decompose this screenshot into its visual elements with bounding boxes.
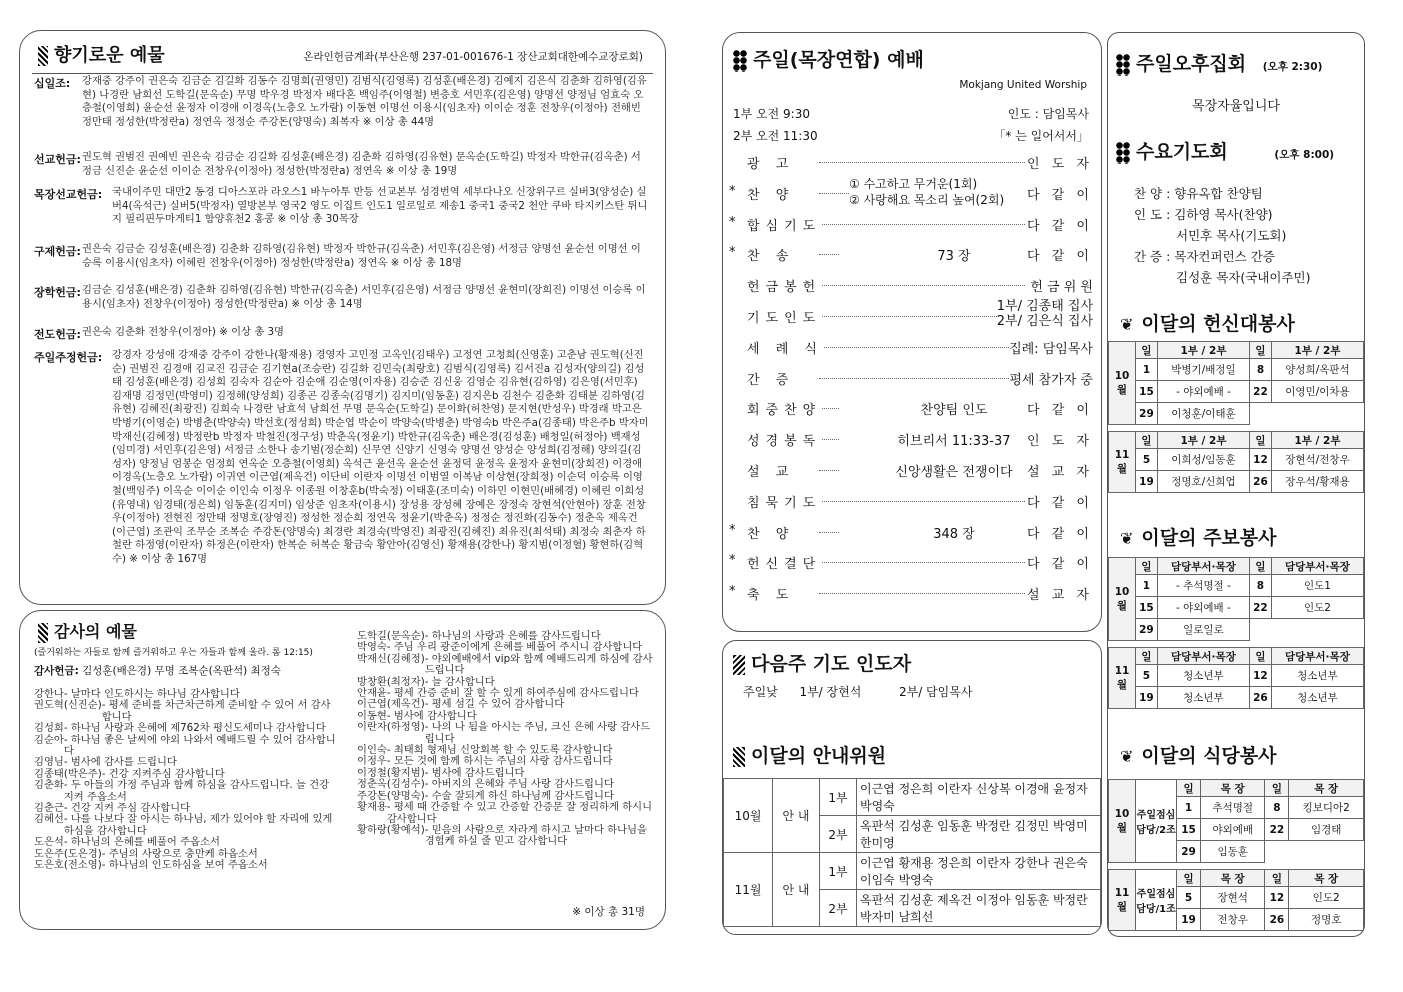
thanks-entry	[357, 654, 657, 677]
order-item	[729, 578, 1095, 608]
order-item	[729, 239, 1095, 269]
header-cell: 일	[1249, 432, 1271, 449]
cell: 1	[1136, 575, 1158, 597]
offerings-title: 향기로운 예물	[38, 41, 165, 67]
worship-leader: 인도 : 담임목사	[1007, 107, 1089, 121]
month-cell: 10 월	[1109, 780, 1136, 863]
thanks-name: 황재용	[357, 801, 387, 814]
order-person: 1부/ 김종태 집사 2부/ 김은식 집사	[996, 299, 1093, 329]
offering-names: 강재중 강주이 권은숙 김금순 김길화 김동수 김명희(권영민) 김범식(김영록) 김성훈(배은경) 김예지 김은식 김춘화 김하영(김유현) 나경란 남희선 도학길(문옥순) 무명 박우경 박정자 배다혼 백임주(이영철) 변층호 서민후(김은영) 양명선 양정님 엄효숙 오층철(이영희) 윤순선 윤정자 이경애 이경옥(노층오 노가람) 이동현 이명선 이용시(임초자) 이이순 정훈 전창우(이정아) 전해빈 정만태 정성한(박정란a) 정연옥 정정순 주강돈(양명숙) 최복자 ※ 이상 총 44명	[82, 75, 647, 128]
order-person: 다 같 이	[1027, 184, 1093, 203]
order-person: 다 같 이	[1027, 245, 1093, 264]
offering-names: 김금순 김성훈(배은경) 김춘화 김하영(김유현) 박한규(김옥춘) 서민후(김은영) 서정금 양명선 윤현미(장희진) 이명선 이승록 이용시(임초자) 전창우(이정아) 정성한(박정란a) ※ 이상 총 14명	[82, 284, 646, 310]
bulletin-grid	[1108, 557, 1364, 709]
thanks-total: ※ 이상 총 31명	[572, 906, 645, 918]
thanks-message: - 평세 때 간증할 수 있고 간증할 간증문 잘 정리하게 하시니 감사합니다	[386, 801, 653, 825]
thanks-name: 김춘화	[34, 779, 64, 792]
header-cell: 담당부서·목장	[1271, 558, 1363, 575]
thanks-entry	[357, 722, 657, 745]
cell	[1271, 403, 1363, 425]
thanks-name: 이인숙	[357, 744, 387, 757]
prayer-line: 주일낮 1부/ 장현석 2부/ 담임목사	[743, 685, 973, 699]
order-person: 헌 금 위 원	[1030, 276, 1093, 295]
thanks-message: - 하나님의 인도하심을 보여 주옵소서	[101, 859, 268, 872]
thanks-message: - 나를 나보다 잘 아시는 하나님, 제가 있어야 할 자리에 있게 하심을 감사합니다	[63, 813, 333, 837]
thanks-name: 황하랑(황예석)	[357, 823, 425, 836]
cell: 인도2	[1271, 597, 1363, 619]
order-label: 헌신결단	[747, 553, 821, 572]
thanks-name: 박영숙	[357, 641, 387, 654]
cell: 임동훈	[1201, 841, 1265, 863]
thanks-message: - 모든 것에 함께 하시는 주님의 사랑 감사드립니다	[386, 755, 613, 768]
order-detail: ① 수고하고 무거운(1회) ② 사랑해요 목소리 높여(2회)	[849, 176, 1079, 208]
order-item	[729, 424, 1095, 454]
offering-category-label: 전도헌금:	[34, 328, 81, 341]
cell: 장현석	[1201, 887, 1265, 909]
cell: 이영민/이차용	[1271, 381, 1363, 403]
order-item	[729, 455, 1095, 485]
month-cell: 11 월	[1109, 648, 1136, 709]
order-label: 침묵기도	[747, 492, 821, 511]
offering-names: 국내이주민 대만2 동경 디아스포라 라오스1 바누아투 반등 선교본부 성경번역 세부다나오 신장위구르 실버3(양성순) 실버4(옥석근) 실버5(박정자) 열방본부 영국2 영도 이집트 인도1 일로일로 제송1 중국1 중국2 천안 쿠바 타지키스탄 튀니지 필리핀두마게티1 함양휴천2 홍콩 ※ 이상 총 30목장	[112, 186, 648, 225]
cell: 29	[1136, 403, 1158, 425]
cell: 8	[1249, 575, 1271, 597]
month-cell: 10 월	[1109, 558, 1136, 641]
order-item	[729, 486, 1095, 516]
cell: 이청훈/이태훈	[1157, 403, 1249, 425]
thanks-message: - 건강 지켜 주심 감사합니다	[63, 802, 191, 815]
thanks-message: - 최태희 형제님 신앙회복 할 수 있도록 감사합니다	[386, 744, 613, 757]
month-cell: 11 월	[1109, 432, 1136, 493]
offerings-panel	[19, 30, 666, 605]
afternoon-text: 목장자율입니다	[1192, 99, 1280, 114]
usher-month: 11월	[724, 853, 773, 927]
thanks-message: - 믿음의 사람으로 자라게 하시고 날마다 하나님을 경험케 하실 줄 믿고 감사합니다	[424, 823, 648, 848]
offering-category-label: 선교헌금:	[34, 153, 81, 166]
cell: 정명호	[1289, 909, 1364, 931]
order-label: 성경봉독	[747, 430, 821, 449]
cell: 19	[1136, 471, 1158, 493]
usher-role: 안 내	[773, 779, 820, 853]
order-detail: 히브리서 11:33-37	[839, 430, 1069, 449]
order-item	[729, 547, 1095, 577]
thanks-message: - 날마다 인도하시는 하나님 감사합니다	[63, 688, 240, 700]
order-label: 찬 양	[747, 523, 794, 542]
thanks-message: - 아버지의 은혜와 주님 사랑 감사드립니다	[424, 778, 614, 791]
thanks-name: 권도혁(신진순)	[34, 699, 102, 712]
prayer-panel	[722, 640, 1102, 935]
thanks-message: - 두 아들의 가정 주님과 함께 하심을 감사드립니다. 늘 건강 지켜 주옵소서	[63, 779, 330, 803]
dotted-leader	[819, 162, 1025, 163]
offering-category-label: 장학헌금:	[34, 286, 81, 299]
thanks-name: 방창환(최정자)	[357, 675, 425, 688]
order-detail: 찬양팀 인도	[839, 399, 1069, 418]
order-person: 인 도 자	[1027, 430, 1093, 449]
usher-part: 1부	[820, 779, 857, 816]
dotted-leader	[819, 316, 1025, 317]
right-panel	[1107, 32, 1365, 937]
dots-icon	[1116, 142, 1130, 164]
hatch-icon	[38, 46, 48, 66]
cell: 인도1	[1271, 575, 1363, 597]
thanks-message: - 늘 감사합니다	[424, 675, 495, 688]
stand-marker: *	[729, 245, 736, 261]
thanks-name: 이란자(하정영)	[357, 721, 425, 734]
dotted-leader	[819, 347, 1025, 348]
cell: 15	[1136, 597, 1158, 619]
thanks-name: 안재윤	[357, 687, 387, 700]
ushers-table	[723, 778, 1101, 927]
header-cell: 일	[1265, 780, 1289, 797]
thanks-entry	[357, 825, 657, 848]
cell: 1	[1177, 797, 1201, 819]
offering-category-label: 구제헌금:	[34, 245, 81, 258]
usher-names: 옥판석 김성훈 제옥건 이정아 임동훈 박정란 박자미 남희선	[857, 890, 1101, 927]
order-item	[729, 178, 1095, 208]
cell: 15	[1136, 381, 1158, 403]
thanks-entry	[34, 860, 339, 871]
cell: 장현석/전창우	[1271, 449, 1363, 471]
cell	[1249, 403, 1271, 425]
thanks-name: 이근엽(제옥건)	[357, 698, 425, 711]
leaf-icon: ❦	[1120, 315, 1134, 334]
thanks-entry	[34, 837, 339, 848]
order-detail: 신앙생활은 전쟁이다	[839, 461, 1069, 480]
divider	[32, 73, 653, 74]
order-label: 헌금봉헌	[747, 276, 821, 295]
worship-time2: 2부 오전 11:30	[733, 129, 818, 143]
dotted-leader	[819, 562, 1025, 563]
thanks-name: 김종태(박은주)	[34, 767, 102, 780]
cell	[1265, 841, 1289, 863]
usher-month: 10월	[724, 779, 773, 853]
offering-category-label: 십일조:	[34, 77, 71, 90]
cell: 청소년부	[1157, 687, 1249, 709]
header-cell: 목 장	[1289, 780, 1364, 797]
thanks-message: - 하나님의 은혜를 베풀어 주옵소서	[63, 836, 220, 849]
thanks-message: - 야외예배에서 vip와 함께 예배드리게 하심에 감사드립니다	[424, 652, 653, 677]
cell: - 야외예배 -	[1157, 381, 1249, 403]
header-cell: 일	[1265, 870, 1289, 887]
order-person: 다 같 이	[1027, 399, 1093, 418]
order-person: 설 교 자	[1027, 461, 1093, 480]
order-item	[729, 209, 1095, 239]
prayer-title: 다음주 기도 인도자	[733, 649, 911, 676]
order-item	[729, 517, 1095, 547]
worship-subtitle: Mokjang United Worship	[959, 79, 1087, 91]
worship-panel	[722, 32, 1102, 632]
order-person: 다 같 이	[1027, 492, 1093, 511]
thanks-message: - 건강 지켜주심 감사합니다	[101, 767, 225, 780]
dedication-title: ❦ 이달의 헌신대봉사	[1120, 313, 1295, 335]
thanks-name: 이정철(황지범)	[357, 766, 425, 779]
cell: 19	[1136, 687, 1158, 709]
usher-names: 옥판석 김성훈 임동훈 박정란 김정민 박영미 한미영	[857, 816, 1101, 853]
thanks-message: - 나의 나 됨을 아시는 주님, 크신 은혜 사랑 감사드립니다	[424, 721, 651, 745]
offering-category-label: 주일주정헌금:	[34, 351, 103, 364]
afternoon-title: 주일오후집회 (오후 2:30)	[1116, 49, 1322, 76]
thanks-entry	[357, 802, 657, 825]
header-cell: 1부 / 2부	[1271, 432, 1363, 449]
cell: 12	[1249, 665, 1271, 687]
order-item	[729, 147, 1095, 177]
cell: - 추석명절 -	[1157, 575, 1249, 597]
hatch-icon	[733, 747, 745, 767]
stand-marker: *	[729, 183, 736, 199]
order-item	[729, 270, 1095, 300]
thanks-message: - 수술 잘되게 하신 하나님께 감사드립니다	[424, 789, 614, 802]
cell: 29	[1136, 619, 1158, 641]
wednesday-lines: 찬 양 : 향유옥합 찬양팀 인 도 : 김하영 목사(찬양) 서민후 목사(기도회) 간 증 : 목자컨퍼런스 간증 김성훈 목자(국내이주민)	[1134, 186, 1311, 285]
thanks-name: 김성희	[34, 722, 64, 735]
header-cell: 일	[1136, 648, 1158, 665]
cell	[1271, 619, 1363, 641]
order-label: 합심기도	[747, 215, 821, 234]
leaf-icon: ❦	[1120, 747, 1134, 766]
cell: 26	[1249, 687, 1271, 709]
cell: 추석명절	[1201, 797, 1265, 819]
offering-names: 권은숙 김춘화 전창우(이정아) ※ 이상 총 3명	[82, 326, 284, 338]
cell: 22	[1265, 819, 1289, 841]
stand-marker: *	[729, 584, 736, 600]
cell: 정명호/신희업	[1157, 471, 1249, 493]
offering-names: 강경자 강성애 강재중 강주이 강한나(황재용) 경영자 고민정 고옥인(김태우) 고정연 고청희(신영훈) 고춘남 권도혁(신진순) 권범진 김경애 김교진 김금순 김기현a(조승란) 김길화 김민숙(최랑호) 김범식(김영록) 김서진a 김성자(양의길) 김성태 김성훈(배은경) 김성희 김숙자 김순아 김순애 김순영(이자용) 김승준 김신웅 김영순 김유현(김하영) 김은영(서민후) 김재명 김정민(박영미) 김정해(양성희) 김종곤 김종숙(김명기) 김지미(임동훈) 김지은b 김천수 김춘화 김태분 김하영(김유현) 김혜진(최광진) 김희숙 나경란 남효석 남희선 무명 문옥순(도학길) 문이화(허찬영) 문지현(반성우) 박경래 박고은 박병기(이영순) 박병춘(박양숙) 박선호(정성희) 박순엽 박순이 박양숙(박병춘) 박영숙b 박은주a(김종태) 박은주b 박자미 박재신(김혜정) 박정란b 박정자 박철진(정구성) 박춘옥(정윤기) 박한규(김옥춘) 배은경(김성훈) 배청일(허정아) 백재성(임미경) 서민후(김은영) 서정금 소한나 송기범(정순희) 신무연 신양기 신영숙 양명선 양성순 양성희(김정해) 양의길(김성자) 양정님 엄봉순 엄정희 연옥순 오층철(이영희) 옥석근 윤선옥 윤순선 윤정덕 윤정옥 윤정자 윤현미(장희진) 이경애 이경옥(노층오 노가람) 이귀연 이근엽(제옥건) 이단비 이란자 이명선 이범열 이복남 이상현(장희정) 이순덕 이승록 이영철(백임주) 이옥순 이이순 이인숙 이정우 이종원 이창훈b(박숙정) 이태훈(조미숙) 이하민 이현민(배혜경) 이혜린 이희성(유영내) 임경태(정은희) 임동훈(김지미) 임상준 임초자(이용시) 장성용 장성혜 장예은 장정숙 장현석(안현아) 장훈 전창우(이정아) 전현진 정만태 정명호(장영진) 정성한 정순희 정연옥 정윤기(박춘옥) 정정순 정진화(김동수) 정춘옥 제옥건(이근엽) 조관익 조무순 조복순 주강돈(양명숙) 최경란 최경숙(박영진) 최광진(김혜진) 최유진(최석태) 최정숙 최춘자 하철란 하정영(이란자) 하정은(이란자) 한복순 허복순 황금숙 황안아(김영신) 황재용(강한나) 황지범(이정혈) 황현하(김혁수) ※ 이상 총 167명	[112, 349, 649, 565]
order-person: 다 같 이	[1027, 215, 1093, 234]
header-cell: 1부 / 2부	[1157, 342, 1249, 359]
order-label: 찬 송	[747, 245, 794, 264]
thanks-name: 이정우	[357, 755, 387, 768]
order-label: 기도인도	[747, 307, 821, 326]
cell: 22	[1249, 381, 1271, 403]
cell: 8	[1265, 797, 1289, 819]
thanks-name: 박재신(김혜정)	[357, 652, 425, 665]
cell: 청소년부	[1271, 665, 1363, 687]
thanks-name: 김춘근	[34, 802, 64, 815]
cell: 5	[1136, 449, 1158, 471]
order-detail: 73 장	[839, 245, 1069, 264]
thanks-message: - 평세 섬길 수 있어 감사합니다	[424, 698, 565, 711]
cell: 야외예배	[1201, 819, 1265, 841]
bulletin-title: ❦ 이달의 주보봉사	[1120, 527, 1277, 549]
thanks-message: - 주님 우리 광준이에게 은혜를 베풀어 주시니 감사합니다	[386, 641, 643, 654]
cell: 8	[1249, 359, 1271, 381]
dedication-table	[1108, 341, 1364, 493]
thanks-message: - 평세 준비를 차근차근하게 준비할 수 있어 서 감사합니다	[101, 699, 331, 723]
worship-note: 「* 는 일어서서」	[993, 129, 1089, 143]
kitchen-label: 주일점심 담당/1조	[1136, 870, 1177, 931]
cell: 1	[1136, 359, 1158, 381]
dotted-leader	[819, 378, 1025, 379]
offering-category-label: 목장선교헌금:	[34, 188, 103, 201]
cell: 22	[1249, 597, 1271, 619]
thanks-entry	[34, 700, 339, 723]
thanks-entry	[34, 814, 339, 837]
dotted-leader	[819, 501, 1025, 502]
ushers-title: 이달의 안내위원	[733, 741, 886, 768]
cell: 12	[1265, 887, 1289, 909]
thanks-name: 강한나	[34, 688, 64, 700]
thanks-head: 감사헌금: 김성훈(배은경) 무명 조복순(옥판석) 최정숙	[34, 665, 281, 677]
thanks-message: - 하나님의 사랑과 은혜를 감사드립니다	[424, 630, 601, 642]
cell: 전창우	[1201, 909, 1265, 931]
kitchen-grid	[1108, 779, 1364, 931]
kitchen-label: 주일점심 담당/2조	[1136, 780, 1177, 863]
header-cell: 일	[1249, 558, 1271, 575]
cell: 킹보디아2	[1289, 797, 1364, 819]
thanks-left-list	[34, 689, 339, 872]
order-item	[729, 332, 1095, 362]
cell: 19	[1177, 909, 1201, 931]
wednesday-title: 수요기도회 (오후 8:00)	[1116, 137, 1334, 164]
hatch-icon	[38, 623, 48, 643]
order-label: 세 례 식	[747, 338, 823, 357]
stand-marker: *	[729, 522, 736, 538]
thanks-name: 정춘옥(김성수)	[357, 778, 425, 791]
usher-part: 2부	[820, 816, 857, 853]
cell	[1289, 841, 1364, 863]
month-cell: 11 월	[1109, 870, 1136, 931]
thanks-entry	[34, 723, 339, 734]
stand-marker: *	[729, 553, 736, 569]
header-cell: 담당부서·목장	[1271, 648, 1363, 665]
cell: 일로일로	[1157, 619, 1249, 641]
cell: 26	[1249, 471, 1271, 493]
thanks-name: 도은석	[34, 836, 64, 849]
order-label: 설 교	[747, 461, 794, 480]
hatch-icon	[733, 655, 745, 675]
dots-icon	[733, 50, 747, 72]
header-cell: 1부 / 2부	[1271, 342, 1363, 359]
order-person: 평세 참가자 중	[1009, 369, 1093, 388]
cell: 5	[1136, 665, 1158, 687]
bulletin-table	[1108, 557, 1364, 709]
dots-icon	[1116, 54, 1130, 76]
thanks-panel	[19, 610, 666, 930]
stand-marker: *	[729, 214, 736, 230]
order-label: 찬 양	[747, 184, 794, 203]
thanks-message: - 범사에 감사드립니다	[424, 766, 525, 779]
cell	[1249, 619, 1271, 641]
order-item	[729, 363, 1095, 393]
thanks-entry	[34, 780, 339, 803]
dotted-leader	[819, 285, 1025, 286]
cell: 29	[1177, 841, 1201, 863]
kitchen-table	[1108, 779, 1364, 931]
header-cell: 목 장	[1201, 870, 1265, 887]
cell: 인도2	[1289, 887, 1364, 909]
cell: 양성희/옥판석	[1271, 359, 1363, 381]
usher-role: 안 내	[773, 853, 820, 927]
order-person: 인 도 자	[1027, 153, 1093, 172]
order-person: 집례: 담임목사	[1009, 338, 1093, 357]
usher-names: 이근엽 황재용 정은희 이란자 강한나 권은숙 이임숙 박영숙	[857, 853, 1101, 890]
header-cell: 1부 / 2부	[1157, 432, 1249, 449]
thanks-message: - 범사에 감사합니다	[386, 709, 477, 722]
cell: 15	[1177, 819, 1201, 841]
thanks-name: 김영님	[34, 756, 64, 769]
thanks-right-list	[357, 631, 657, 848]
thanks-name: 이동현	[357, 709, 387, 722]
worship-time1: 1부 오전 9:30	[733, 107, 810, 121]
account-info: 온라인헌금계좌(부산은행 237-01-001676-1 장산교회대한예수교장로회)	[303, 51, 643, 63]
thanks-message: - 주님의 사랑으로 충만케 하옵소서	[101, 847, 258, 860]
cell: 이희성/임동훈	[1157, 449, 1249, 471]
usher-names: 이근엽 정은희 이란자 신상복 이경애 윤정자 박영숙	[857, 779, 1101, 816]
thanks-message: - 하나님 사랑과 은혜에 제762차 평신도세미나 감사합니다	[63, 722, 326, 735]
thanks-entry	[357, 779, 657, 790]
offering-names: 권도혁 권범진 권예빈 권은숙 김금순 김길화 김성훈(배은경) 김춘화 김하영(김유현) 문옥순(도학길) 박정자 박한규(김옥춘) 서정금 신진순 윤순선 이이순 전창우(이정아) 정성한(박정란a) 정연옥 ※ 이상 총 19명	[82, 151, 641, 177]
header-cell: 일	[1249, 648, 1271, 665]
kitchen-title: ❦ 이달의 식당봉사	[1120, 745, 1277, 767]
order-label: 회중찬양	[747, 399, 821, 418]
dedication-grid	[1108, 341, 1364, 493]
usher-part: 1부	[820, 853, 857, 890]
thanks-message: - 범사에 감사를 드립니다	[63, 756, 177, 769]
thanks-verse: (즐거워하는 자들로 함께 즐거워하고 우는 자들과 함께 울라. 롬 12:15)	[34, 648, 313, 658]
thanks-title: 감사의 예물	[38, 619, 137, 643]
order-item	[729, 301, 1095, 331]
cell: 26	[1265, 909, 1289, 931]
header-cell: 담당부서·목장	[1157, 558, 1249, 575]
cell: 청소년부	[1157, 665, 1249, 687]
usher-part: 2부	[820, 890, 857, 927]
order-person: 다 같 이	[1027, 523, 1093, 542]
dotted-leader	[819, 593, 1025, 594]
thanks-name: 김순아	[34, 733, 64, 746]
header-cell: 일	[1136, 432, 1158, 449]
offering-names: 권은숙 김금순 김성훈(배은경) 김춘화 김하영(김유현) 박정자 박한규(김옥춘) 서민후(김은영) 서정금 양명선 윤순선 이명선 이승록 이용시(임초자) 이혜린 전창우(이정아) 정성한(박정란a) 정연옥 ※ 이상 총 18명	[82, 243, 641, 269]
thanks-name: 도은호(전소영)	[34, 859, 102, 872]
thanks-name: 주강돈(양명숙)	[357, 789, 425, 802]
header-cell: 목 장	[1289, 870, 1364, 887]
worship-title: 주일(목장연합) 예배	[733, 45, 924, 72]
month-cell: 10 월	[1109, 342, 1136, 425]
order-label: 축 도	[747, 584, 794, 603]
cell: 청소년부	[1271, 687, 1363, 709]
thanks-message: - 평세 간증 준비 잘 할 수 있게 하여주심에 감사드립니다	[386, 687, 639, 700]
thanks-message: - 하나님 좋은 날씨에 야외 나와서 예배드릴 수 있어 감사합니다	[63, 733, 336, 758]
cell: 5	[1177, 887, 1201, 909]
dotted-leader	[819, 224, 1025, 225]
header-cell: 일	[1249, 342, 1271, 359]
cell: 장우석/황재용	[1271, 471, 1363, 493]
cell: 박병기/배정일	[1157, 359, 1249, 381]
header-cell: 일	[1136, 558, 1158, 575]
order-person: 다 같 이	[1027, 553, 1093, 572]
order-label: 간 증	[747, 369, 794, 388]
thanks-entry	[34, 735, 339, 758]
thanks-name: 도학길(문옥순)	[357, 630, 425, 642]
thanks-name: 김혜선	[34, 813, 64, 826]
leaf-icon: ❦	[1120, 529, 1134, 548]
header-cell: 일	[1177, 780, 1201, 797]
order-item	[729, 393, 1095, 423]
cell: - 야외예배 -	[1157, 597, 1249, 619]
order-label: 광 고	[747, 153, 794, 172]
order-person: 설 교 자	[1027, 584, 1093, 603]
order-detail: 348 장	[839, 523, 1069, 542]
header-cell: 일	[1177, 870, 1201, 887]
cell: 12	[1249, 449, 1271, 471]
header-cell: 목 장	[1201, 780, 1265, 797]
thanks-name: 도은주(도은경)	[34, 847, 102, 860]
header-cell: 담당부서·목장	[1157, 648, 1249, 665]
cell: 임경태	[1289, 819, 1364, 841]
header-cell: 일	[1136, 342, 1158, 359]
